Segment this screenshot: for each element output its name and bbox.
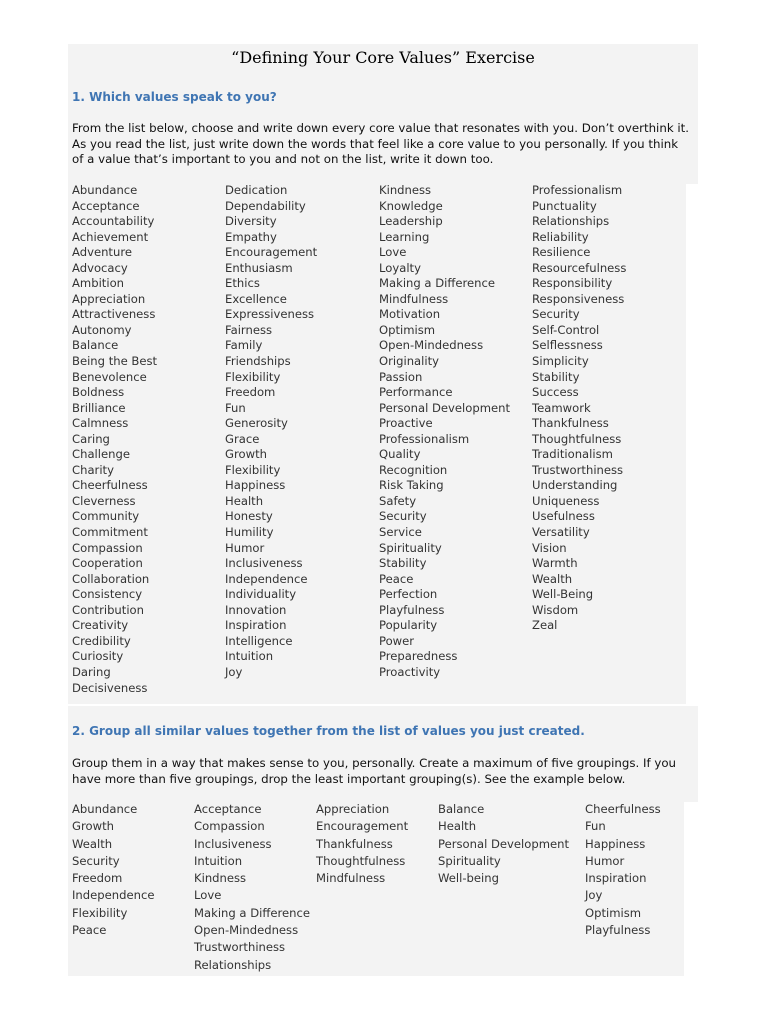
- value-item: Simplicity: [532, 354, 589, 369]
- value-item: Growth: [225, 447, 267, 462]
- value-item: Vision: [532, 540, 567, 555]
- value-item: Zeal: [532, 618, 558, 633]
- group-item: Acceptance: [194, 802, 262, 816]
- group-item: Optimism: [585, 905, 642, 920]
- value-item: Fun: [225, 400, 246, 415]
- group-item: Flexibility: [72, 905, 128, 920]
- value-item: Open-Mindedness: [379, 338, 484, 353]
- value-item: Professionalism: [532, 183, 623, 197]
- value-item: Flexibility: [225, 462, 281, 477]
- value-item: Recognition: [379, 462, 448, 477]
- value-item: Adventure: [72, 245, 132, 260]
- value-item: Boldness: [72, 385, 125, 400]
- value-item: Brilliance: [72, 400, 126, 415]
- section2-heading: 2. Group all similar values together from the list of values you just created.: [72, 724, 585, 738]
- value-item: Inclusiveness: [225, 556, 303, 571]
- value-item: Benevolence: [72, 369, 147, 384]
- value-item: Loyalty: [379, 260, 421, 275]
- group-item: Appreciation: [316, 802, 390, 816]
- value-item: Intuition: [225, 649, 274, 664]
- value-item: Uniqueness: [532, 493, 600, 508]
- group-item: Wealth: [72, 836, 113, 851]
- group-item: Spirituality: [438, 853, 501, 868]
- values-column-1: [72, 183, 157, 696]
- value-item: Reliability: [532, 229, 589, 244]
- value-item: Innovation: [225, 602, 287, 617]
- value-item: Warmth: [532, 556, 578, 571]
- value-item: Challenge: [72, 447, 130, 462]
- group-column-1: [72, 801, 154, 939]
- group-item: Humor: [585, 853, 625, 868]
- value-item: Commitment: [72, 525, 148, 540]
- value-item: Security: [532, 307, 580, 322]
- group-item: Abundance: [72, 802, 138, 816]
- group-item: Inclusiveness: [194, 836, 272, 851]
- value-item: Community: [72, 509, 140, 524]
- value-item: Security: [379, 509, 427, 524]
- value-item: Dedication: [225, 183, 288, 197]
- group-item: Open-Mindedness: [194, 923, 299, 938]
- value-item: Versatility: [532, 525, 590, 540]
- value-item: Flexibility: [225, 369, 281, 384]
- value-item: Excellence: [225, 291, 287, 306]
- group-item: Thoughtfulness: [316, 853, 406, 868]
- value-item: Humility: [225, 525, 274, 540]
- group-item: Security: [72, 853, 120, 868]
- value-item: Power: [379, 633, 415, 648]
- value-item: Teamwork: [532, 400, 591, 415]
- value-item: Resourcefulness: [532, 260, 627, 275]
- value-item: Creativity: [72, 618, 129, 633]
- group-item: Health: [438, 819, 477, 834]
- group-item: Relationships: [194, 957, 272, 972]
- value-item: Well-Being: [532, 587, 594, 602]
- value-item: Expressiveness: [225, 307, 315, 322]
- value-item: Cleverness: [72, 493, 136, 508]
- value-item: Cheerfulness: [72, 478, 148, 493]
- group-item: Growth: [72, 819, 114, 834]
- values-column-2: [225, 183, 317, 681]
- value-item: Service: [379, 525, 422, 540]
- group-item: Happiness: [585, 836, 646, 851]
- value-item: Humor: [225, 540, 265, 555]
- value-item: Making a Difference: [379, 276, 495, 291]
- value-item: Intelligence: [225, 633, 293, 648]
- value-item: Appreciation: [72, 291, 146, 306]
- value-item: Joy: [225, 664, 243, 679]
- value-item: Stability: [379, 556, 427, 571]
- value-item: Collaboration: [72, 571, 150, 586]
- group-item: Fun: [585, 819, 606, 834]
- group-item: Well-being: [438, 871, 499, 886]
- value-item: Cooperation: [72, 556, 143, 571]
- group-item: Intuition: [194, 853, 243, 868]
- value-item: Perfection: [379, 587, 438, 602]
- section2-paragraph: Group them in a way that makes sense to you, personally. Create a maximum of five groupings. If you have more than five groupings, drop the least important grouping(s). See the example below.: [72, 756, 677, 786]
- value-item: Calmness: [72, 416, 129, 431]
- group-item: Playfulness: [585, 923, 651, 938]
- value-item: Enthusiasm: [225, 260, 293, 275]
- group-item: Thankfulness: [316, 836, 393, 851]
- value-item: Contribution: [72, 602, 144, 617]
- value-item: Ethics: [225, 276, 260, 291]
- value-item: Family: [225, 338, 263, 353]
- value-item: Generosity: [225, 416, 288, 431]
- group-column-2: [194, 801, 310, 974]
- value-item: Empathy: [225, 229, 277, 244]
- value-item: Consistency: [72, 587, 143, 602]
- value-item: Balance: [72, 338, 119, 353]
- value-item: Optimism: [379, 322, 436, 337]
- value-item: Professionalism: [379, 431, 470, 446]
- value-item: Caring: [72, 431, 110, 446]
- value-item: Stability: [532, 369, 580, 384]
- value-item: Being the Best: [72, 354, 158, 369]
- value-item: Popularity: [379, 618, 438, 633]
- value-item: Knowledge: [379, 198, 443, 213]
- value-item: Punctuality: [532, 198, 597, 213]
- value-item: Quality: [379, 447, 421, 462]
- value-item: Learning: [379, 229, 430, 244]
- value-item: Preparedness: [379, 649, 458, 664]
- value-item: Self-Control: [532, 322, 600, 337]
- values-column-4: [532, 183, 626, 634]
- group-item: Independence: [72, 888, 155, 903]
- shade-section2: [68, 706, 698, 802]
- group-item: Making a Difference: [194, 905, 310, 920]
- value-item: Spirituality: [379, 540, 442, 555]
- value-item: Daring: [72, 664, 111, 679]
- value-item: Autonomy: [72, 322, 132, 337]
- value-item: Love: [379, 245, 407, 260]
- value-item: Credibility: [72, 633, 131, 648]
- group-item: Encouragement: [316, 819, 409, 834]
- value-item: Acceptance: [72, 198, 140, 213]
- value-item: Friendships: [225, 354, 291, 369]
- value-item: Relationships: [532, 214, 610, 229]
- group-item: Balance: [438, 802, 485, 816]
- group-item: Inspiration: [585, 871, 647, 886]
- value-item: Understanding: [532, 478, 618, 493]
- value-item: Passion: [379, 369, 423, 384]
- value-item: Encouragement: [225, 245, 318, 260]
- value-item: Thankfulness: [532, 416, 609, 431]
- group-item: Joy: [585, 888, 603, 903]
- value-item: Motivation: [379, 307, 441, 322]
- value-item: Traditionalism: [532, 447, 613, 462]
- group-item: Compassion: [194, 819, 265, 834]
- group-column-3: [316, 801, 408, 887]
- value-item: Health: [225, 493, 264, 508]
- value-item: Ambition: [72, 276, 125, 291]
- value-item: Achievement: [72, 229, 149, 244]
- group-item: Love: [194, 888, 222, 903]
- page-title: “Defining Your Core Values” Exercise: [231, 48, 535, 67]
- value-item: Wealth: [532, 571, 573, 586]
- value-item: Leadership: [379, 214, 443, 229]
- value-item: Wisdom: [532, 602, 579, 617]
- value-item: Success: [532, 385, 579, 400]
- value-item: Proactive: [379, 416, 433, 431]
- value-item: Decisiveness: [72, 680, 148, 695]
- value-item: Playfulness: [379, 602, 445, 617]
- value-item: Honesty: [225, 509, 273, 524]
- value-item: Resilience: [532, 245, 591, 260]
- value-item: Safety: [379, 493, 417, 508]
- group-item: Kindness: [194, 871, 247, 886]
- value-item: Proactivity: [379, 664, 441, 679]
- group-item: Peace: [72, 923, 107, 938]
- value-item: Fairness: [225, 322, 273, 337]
- value-item: Inspiration: [225, 618, 287, 633]
- value-item: Attractiveness: [72, 307, 156, 322]
- value-item: Curiosity: [72, 649, 124, 664]
- value-item: Happiness: [225, 478, 286, 493]
- values-column-3: [379, 183, 510, 681]
- value-item: Diversity: [225, 214, 277, 229]
- value-item: Selflessness: [532, 338, 603, 353]
- value-item: Performance: [379, 385, 453, 400]
- value-item: Personal Development: [379, 400, 511, 415]
- value-item: Accountability: [72, 214, 155, 229]
- group-column-5: [585, 801, 661, 939]
- value-item: Trustworthiness: [532, 462, 624, 477]
- value-item: Freedom: [225, 385, 276, 400]
- value-item: Independence: [225, 571, 308, 586]
- value-item: Mindfulness: [379, 291, 449, 306]
- value-item: Advocacy: [72, 260, 128, 275]
- group-item: Mindfulness: [316, 871, 386, 886]
- value-item: Charity: [72, 462, 114, 477]
- value-item: Usefulness: [532, 509, 595, 524]
- group-column-4: [438, 801, 569, 887]
- group-item: Cheerfulness: [585, 802, 661, 816]
- value-item: Abundance: [72, 183, 138, 197]
- group-item: Trustworthiness: [194, 940, 286, 955]
- value-item: Dependability: [225, 198, 306, 213]
- value-item: Originality: [379, 354, 439, 369]
- value-item: Peace: [379, 571, 414, 586]
- value-item: Kindness: [379, 183, 432, 197]
- value-item: Responsiveness: [532, 291, 625, 306]
- section1-paragraph: From the list below, choose and write down every core value that resonates with you. Don’t overthink it. As you read the list, just write down the words that feel like a core value to you personally. If you think of a value that’s important to you and not on the list, write it down too.: [72, 121, 690, 166]
- value-item: Compassion: [72, 540, 143, 555]
- value-item: Risk Taking: [379, 478, 444, 493]
- value-item: Responsibility: [532, 276, 613, 291]
- section1-heading: 1. Which values speak to you?: [72, 90, 277, 104]
- group-item: Freedom: [72, 871, 123, 886]
- value-item: Thoughtfulness: [532, 431, 622, 446]
- value-item: Individuality: [225, 587, 297, 602]
- group-item: Personal Development: [438, 836, 570, 851]
- value-item: Grace: [225, 431, 260, 446]
